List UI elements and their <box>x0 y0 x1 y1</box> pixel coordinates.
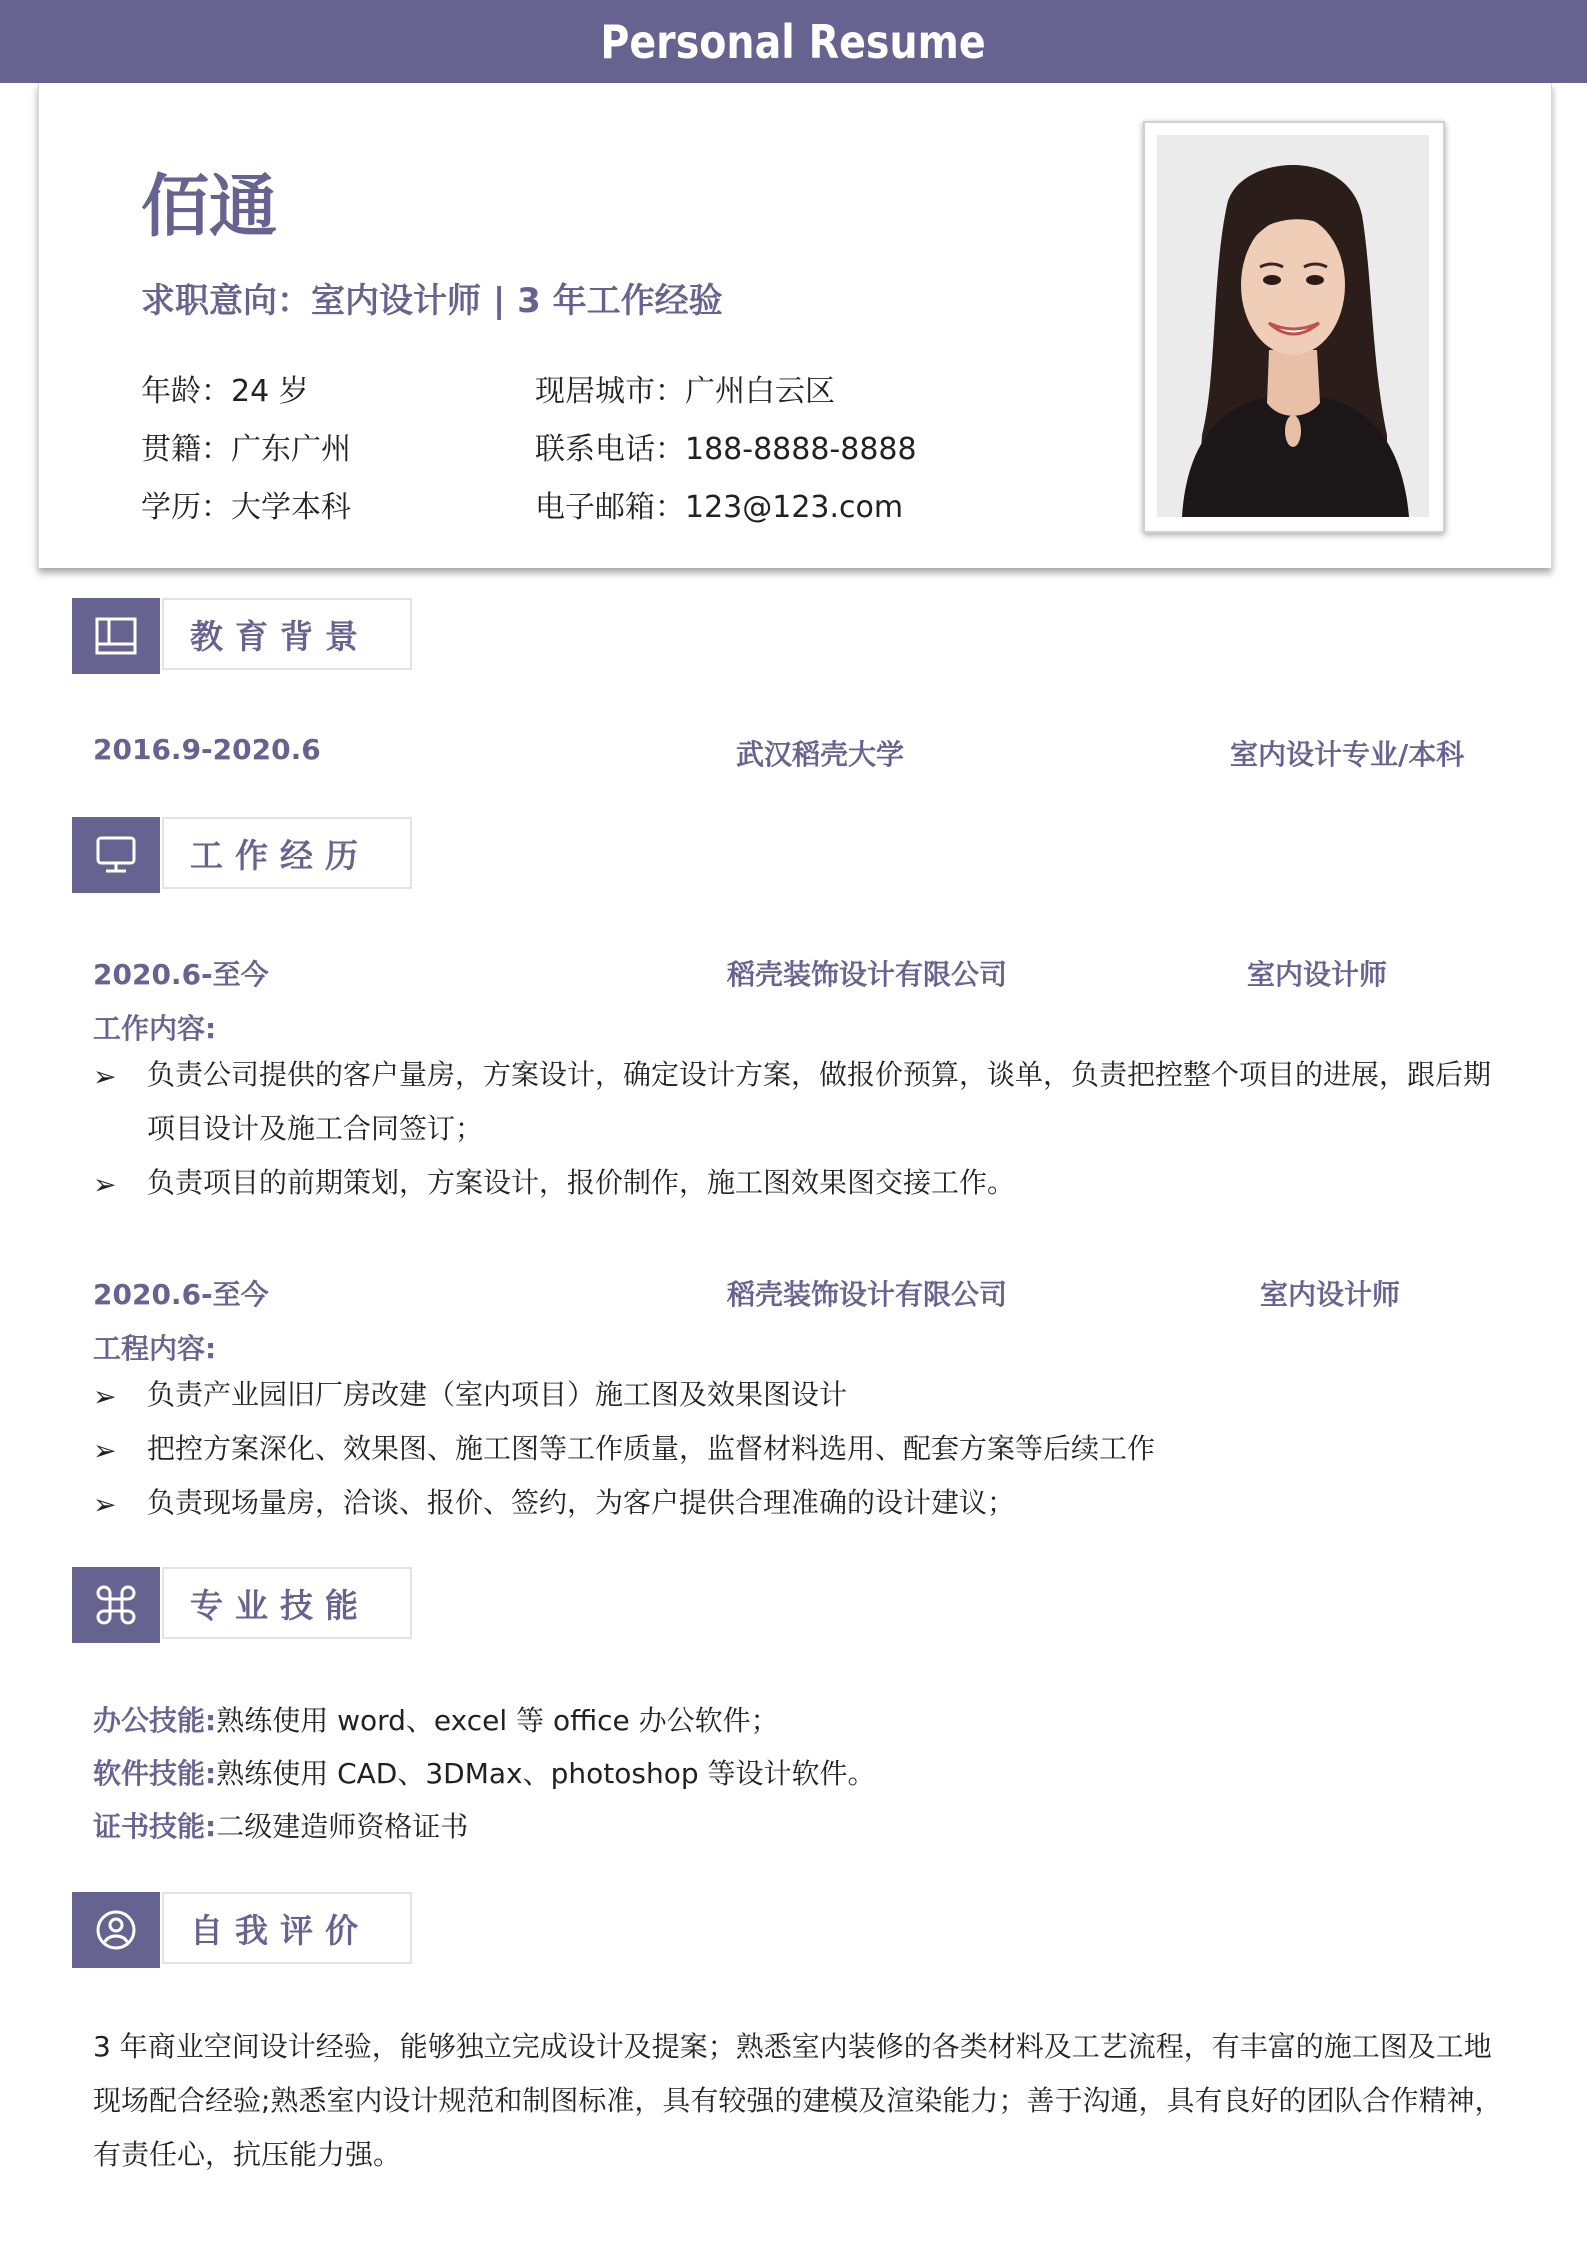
work-section-title: 工作经历 <box>162 817 412 889</box>
city-info: 现居城市：广州白云区 <box>535 374 835 409</box>
work-1-content-label: 工作内容: <box>93 1012 217 1045</box>
skill-label: 证书技能: <box>93 1810 217 1843</box>
work-2-role: 室内设计师 <box>1260 1278 1401 1311</box>
work-1-item-2: 负责项目的前期策划，方案设计，报价制作，施工图效果图交接工作。 <box>147 1166 1016 1199</box>
work-2-period: 2020.6-至今 <box>93 1278 269 1311</box>
bullet-arrow-icon: ➢ <box>93 1168 117 1201</box>
book-icon <box>72 598 160 674</box>
bullet-arrow-icon: ➢ <box>93 1060 117 1093</box>
skill-text: 熟练使用 word、excel 等 office 办公软件； <box>216 1704 779 1737</box>
top-banner <box>0 0 1587 83</box>
skill-label: 软件技能: <box>93 1757 217 1790</box>
profile-photo <box>1157 135 1429 517</box>
skill-row-software <box>93 1747 876 1801</box>
skills-section-title: 专业技能 <box>162 1567 412 1639</box>
work-2-content-label: 工程内容: <box>93 1332 217 1365</box>
command-icon <box>72 1567 160 1643</box>
native-place-info: 贯籍：广东广州 <box>141 432 351 467</box>
skill-label: 办公技能: <box>93 1704 217 1737</box>
email-info: 电子邮箱：123@123.com <box>535 490 904 525</box>
bullet-arrow-icon: ➢ <box>93 1434 117 1467</box>
skill-row-office <box>93 1694 779 1748</box>
self-evaluation-text: 3 年商业空间设计经验，能够独立完成设计及提案；熟悉室内装修的各类材料及工艺流程，有丰富的施工图及工地现场配合经验;熟悉室内设计规范和制图标准，具有较强的建模及渲染能力；善于沟通，具有良好的团队合作精神，有责任心，抗压能力强。 <box>93 2030 1503 2171</box>
education-level-info: 学历：大学本科 <box>141 490 351 525</box>
education-section-title: 教育背景 <box>162 598 412 670</box>
work-2-item-1: 负责产业园旧厂房改建（室内项目）施工图及效果图设计 <box>147 1378 848 1411</box>
monitor-icon <box>72 817 160 893</box>
education-period: 2016.9-2020.6 <box>93 733 321 766</box>
work-2-company: 稻壳装饰设计有限公司 <box>727 1278 1008 1311</box>
work-1-item-1: 负责公司提供的客户量房，方案设计，确定设计方案，做报价预算，谈单，负责把控整个项目的进展，跟后期项目设计及施工合同签订； <box>147 1058 1492 1145</box>
education-school: 武汉稻壳大学 <box>736 738 905 771</box>
work-1-role: 室内设计师 <box>1247 958 1388 991</box>
bullet-arrow-icon: ➢ <box>93 1488 117 1521</box>
skill-text: 熟练使用 CAD、3DMax、photoshop 等设计软件。 <box>216 1757 876 1790</box>
skills-section-header <box>72 1567 416 1643</box>
work-2-item-2: 把控方案深化、效果图、施工图等工作质量，监督材料选用、配套方案等后续工作 <box>147 1432 1156 1465</box>
education-major: 室内设计专业/本科 <box>1230 738 1465 771</box>
portrait-illustration <box>1157 135 1429 517</box>
skill-row-certificate <box>93 1800 468 1854</box>
skill-text: 二级建造师资格证书 <box>216 1810 469 1843</box>
self-eval-section-title: 自我评价 <box>162 1892 412 1964</box>
profile-photo-frame <box>1143 121 1445 533</box>
job-intent: 求职意向：室内设计师 | 3 年工作经验 <box>141 281 723 321</box>
age-info: 年龄：24 岁 <box>141 374 309 409</box>
user-icon <box>72 1892 160 1968</box>
profile-card <box>38 83 1552 568</box>
work-1-company: 稻壳装饰设计有限公司 <box>727 958 1008 991</box>
work-2-item-3: 负责现场量房，洽谈、报价、签约，为客户提供合理准确的设计建议； <box>147 1486 1016 1519</box>
work-1-period: 2020.6-至今 <box>93 958 269 991</box>
self-eval-section-header <box>72 1892 416 1968</box>
bullet-arrow-icon: ➢ <box>93 1380 117 1413</box>
candidate-name: 佰通 <box>141 168 278 247</box>
work-section-header <box>72 817 416 893</box>
phone-info: 联系电话：188-8888-8888 <box>535 432 917 467</box>
education-section-header <box>72 598 416 674</box>
page-title: Personal Resume <box>600 14 987 69</box>
